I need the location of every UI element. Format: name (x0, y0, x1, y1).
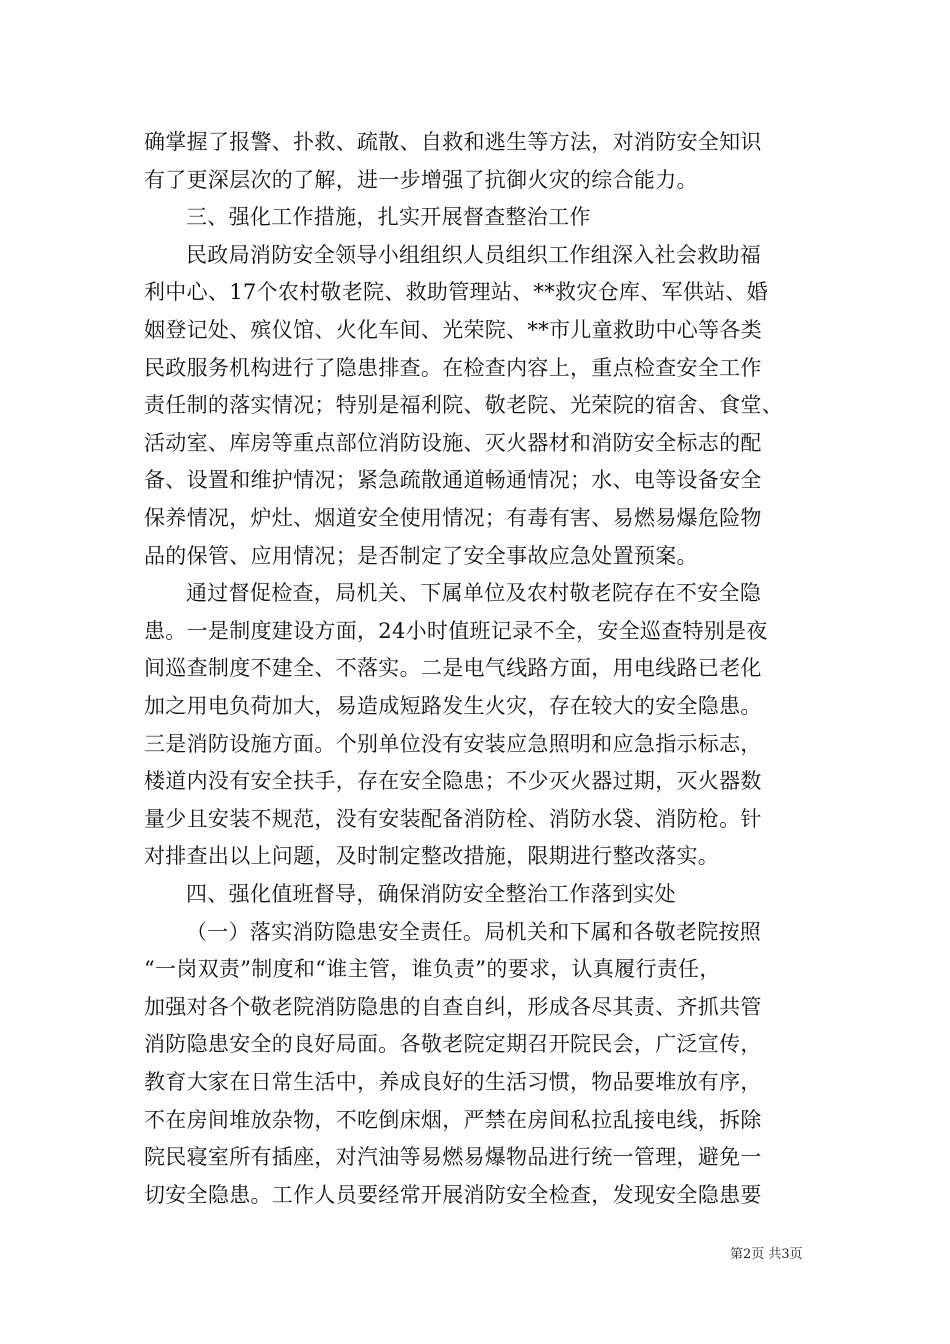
text-line-8: 责任制的落实情况；特别是福利院、敬老院、光荣院的宿舍、食堂、 (144, 393, 783, 417)
text-line-28: 院民寝室所有插座，对汽油等易燃易爆物品进行统一管理，避免一 (144, 1145, 762, 1169)
text-line-19: 量少且安装不规范，没有安装配备消防栓、消防水袋、消防枪。针 (144, 807, 762, 831)
text-line-18: 楼道内没有安全扶手，存在安全隐患；不少灭火器过期，灭火器数 (144, 769, 762, 793)
text-line-10: 备、设置和维护情况；紧急疏散通道畅通情况；水、电等设备安全 (144, 468, 762, 492)
section-heading-21: 四、强化值班督导，确保消防安全整治工作落到实处 (186, 882, 676, 906)
text-line-7: 民政服务机构进行了隐患排查。在检查内容上，重点检查安全工作 (144, 356, 762, 380)
text-line-24: 加强对各个敬老院消防隐患的自查自纠，形成各尽其责、齐抓共管 (144, 995, 762, 1019)
text-line-29: 切安全隐患。工作人员要经常开展消防安全检查，发现安全隐患要 (144, 1183, 762, 1207)
text-line-14: 患。一是制度建设方面，24小时值班记录不全，安全巡查特别是夜 (144, 619, 768, 643)
text-line-11: 保养情况，炉灶、烟道安全使用情况；有毒有害、易燃易爆危险物 (144, 506, 762, 530)
text-line-2: 有了更深层次的了解，进一步增强了抗御火灾的综合能力。 (144, 168, 698, 192)
text-line-20: 对排查出以上问题，及时制定整改措施，限期进行整改落实。 (144, 844, 720, 868)
text-line-26: 教育大家在日常生活中，养成良好的生活习惯，物品要堆放有序， (144, 1070, 762, 1094)
section-heading-3: 三、强化工作措施，扎实开展督查整治工作 (186, 205, 591, 229)
text-line-4: 民政局消防安全领导小组组织人员组织工作组深入社会救助福 (186, 243, 762, 267)
text-line-12: 品的保管、应用情况；是否制定了安全事故应急处置预案。 (144, 544, 698, 568)
text-line-22: （一）落实消防隐患安全责任。局机关和下属和各敬老院按照 (186, 920, 762, 944)
text-line-23: “一岗双责”制度和“谁主管，谁负责”的要求，认真履行责任， (144, 957, 721, 981)
text-line-25: 消防隐患安全的良好局面。各敬老院定期召开院民会，广泛宣传， (144, 1032, 762, 1056)
text-line-6: 姻登记处、殡仪馆、火化车间、光荣院、**市儿童救助中心等各类 (144, 318, 762, 342)
text-line-17: 三是消防设施方面。个别单位没有安装应急照明和应急指示标志， (144, 732, 762, 756)
text-line-16: 加之用电负荷加大，易造成短路发生火灾，存在较大的安全隐患。 (144, 694, 762, 718)
page-number: 第2页 共3页 (730, 1247, 803, 1262)
text-line-1: 确掌握了报警、扑救、疏散、自救和逃生等方法，对消防安全知识 (144, 130, 762, 154)
text-line-15: 间巡查制度不建全、不落实。二是电气线路方面，用电线路已老化 (144, 656, 762, 680)
text-line-27: 不在房间堆放杂物，不吃倒床烟，严禁在房间私拉乱接电线，拆除 (144, 1108, 762, 1132)
text-line-13: 通过督促检查，局机关、下属单位及农村敬老院存在不安全隐 (186, 581, 762, 605)
text-line-5: 利中心、17个农村敬老院、救助管理站、**救灾仓库、军供站、婚 (144, 280, 769, 304)
text-line-9: 活动室、库房等重点部位消防设施、灭火器材和消防安全标志的配 (144, 431, 762, 455)
